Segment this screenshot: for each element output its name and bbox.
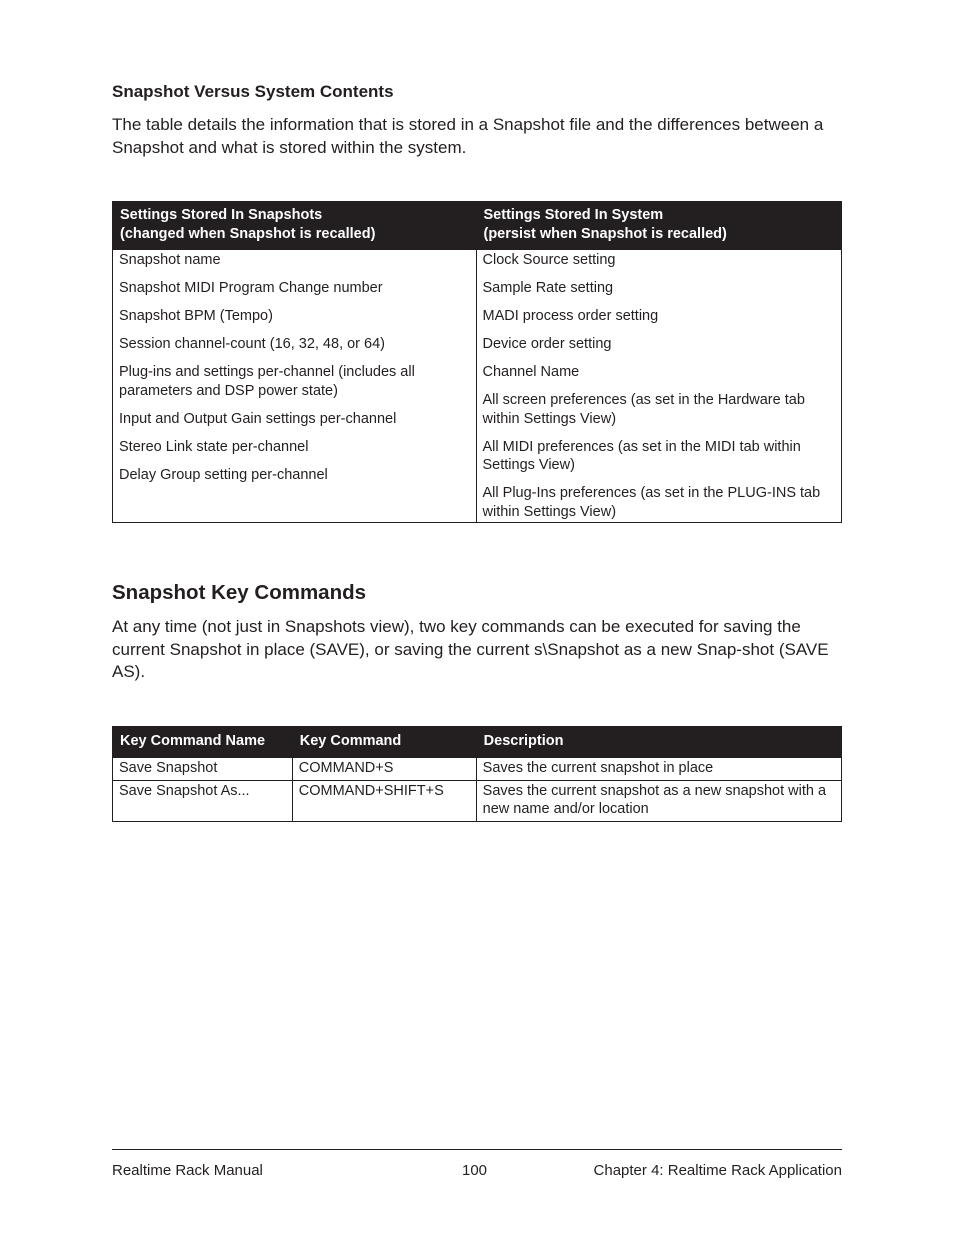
- list-item: Plug-ins and settings per-channel (includes all parameters and DSP power state): [119, 364, 415, 399]
- list-item: Stereo Link state per-channel: [119, 438, 309, 455]
- list-item: Sample Rate setting: [482, 280, 614, 296]
- key-commands-intro-paragraph: At any time (not just in Snapshots view), two key commands can be executed for saving the current Snapshot in place (SAVE), or saving the current s\Snapshot as a new Snap-shot (SAVE AS).: [112, 617, 829, 681]
- header-subtitle: (changed when Snapshot is recalled): [120, 226, 376, 242]
- header-title: Settings Stored In Snapshots: [120, 207, 323, 223]
- header-description: Description: [476, 727, 841, 758]
- command-name-cell: Save Snapshot As...: [113, 780, 293, 821]
- table-row: [113, 758, 842, 781]
- snapshot-items-cell: [113, 250, 477, 523]
- table-row: [113, 250, 842, 523]
- list-item: Device order setting: [482, 336, 612, 352]
- header-snapshots: [113, 202, 477, 250]
- command-name-cell: Save Snapshot: [113, 758, 293, 781]
- footer-chapter-title: Chapter 4: Realtime Rack Application: [593, 1162, 842, 1179]
- header-subtitle: (persist when Snapshot is recalled): [483, 226, 727, 242]
- table-header-row: [113, 202, 842, 250]
- list-item: Channel Name: [482, 364, 580, 380]
- section-intro-paragraph: The table details the information that is stored in a Snapshot file and the differences between a Snapshot and what is stored within the system.: [112, 115, 824, 157]
- list-item: Clock Source setting: [482, 252, 616, 268]
- header-title: Settings Stored In System: [483, 207, 664, 223]
- header-key-command-name: Key Command Name: [113, 727, 293, 758]
- key-commands-table: [112, 726, 842, 822]
- list-item: All MIDI preferences (as set in the MIDI tab within Settings View): [482, 438, 801, 473]
- command-description-cell: Saves the current snapshot in place: [476, 758, 841, 781]
- list-item: All Plug-Ins preferences (as set in the PLUG-INS tab within Settings View): [482, 485, 821, 520]
- command-keys-cell: COMMAND+S: [292, 758, 476, 781]
- list-item: Input and Output Gain settings per-channel: [119, 410, 397, 427]
- header-system: [476, 202, 842, 250]
- footer-page-number: 100: [462, 1162, 488, 1179]
- list-item: Session channel-count (16, 32, 48, or 64): [119, 336, 385, 352]
- list-item: All screen preferences (as set in the Hardware tab within Settings View): [482, 392, 805, 427]
- section-heading-snapshot-vs-system: Snapshot Versus System Contents: [112, 82, 394, 101]
- table-row: [113, 780, 842, 821]
- header-key-command: Key Command: [292, 727, 476, 758]
- system-items-cell: [476, 250, 842, 523]
- list-item: Delay Group setting per-channel: [119, 466, 328, 483]
- footer-manual-title: Realtime Rack Manual: [112, 1162, 263, 1179]
- snapshot-vs-system-table: [112, 201, 842, 523]
- list-item: MADI process order setting: [482, 308, 659, 324]
- list-item: Snapshot name: [119, 252, 221, 268]
- command-description-cell: Saves the current snapshot as a new snapshot with a new name and/or location: [476, 780, 841, 821]
- footer-divider: [112, 1149, 842, 1150]
- list-item: Snapshot BPM (Tempo): [119, 308, 273, 324]
- section-heading-key-commands: Snapshot Key Commands: [112, 581, 367, 604]
- list-item: Snapshot MIDI Program Change number: [119, 280, 383, 296]
- command-keys-cell: COMMAND+SHIFT+S: [292, 780, 476, 821]
- table-header-row: [113, 727, 842, 758]
